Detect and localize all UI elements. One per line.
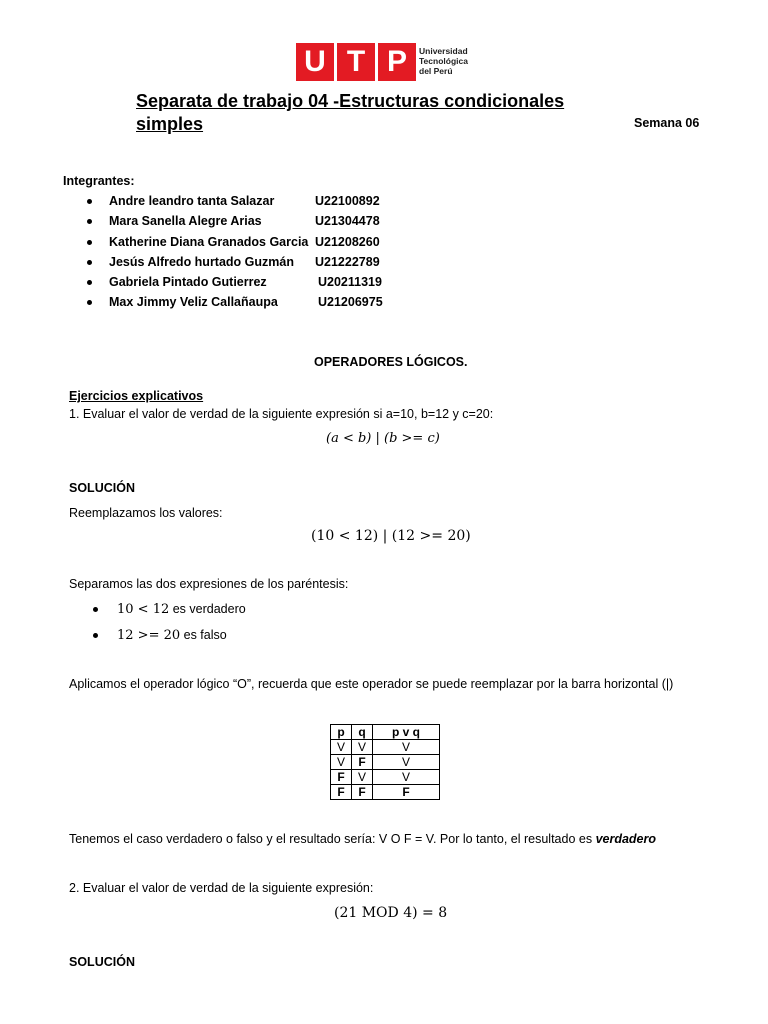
bullet-dot	[93, 607, 98, 612]
bullet-dot	[87, 260, 92, 265]
member-name: Andre leandro tanta Salazar	[109, 194, 275, 208]
members-heading: Integrantes:	[63, 174, 135, 188]
table-cell: V	[373, 755, 440, 770]
table-cell: F	[331, 785, 352, 800]
logo-university-name: Universidad Tecnológica del Perú	[419, 46, 468, 76]
table-header: p v q	[373, 725, 440, 740]
member-name: Gabriela Pintado Gutierrez	[109, 275, 267, 289]
member-name: Max Jimmy Veliz Callañaupa	[109, 295, 278, 309]
member-code: U20211319	[318, 275, 382, 289]
table-cell: V	[373, 770, 440, 785]
bullet-dot	[87, 240, 92, 245]
week-label: Semana 06	[634, 116, 700, 130]
exercise-1-statement: 1. Evaluar el valor de verdad de la siguiente expresión si a=10, b=12 y c=20:	[69, 407, 494, 421]
separate-text: Separamos las dos expresiones de los paréntesis:	[69, 577, 349, 591]
section-title: OPERADORES LÓGICOS.	[314, 355, 468, 369]
table-cell: F	[352, 785, 373, 800]
table-row	[331, 770, 440, 785]
table-cell: V	[352, 770, 373, 785]
table-cell: F	[331, 770, 352, 785]
table-header: p	[331, 725, 352, 740]
utp-logo	[296, 43, 472, 81]
exercise-2-statement: 2. Evaluar el valor de verdad de la siguiente expresión:	[69, 881, 374, 895]
member-name: Mara Sanella Alegre Arias	[109, 214, 262, 228]
table-cell: V	[352, 740, 373, 755]
document-title-line1: Separata de trabajo 04 -Estructuras condicionales	[136, 91, 565, 111]
exercise-2-solution-label: SOLUCIÓN	[69, 955, 135, 969]
exercise-2-formula: (21 MOD 4) = 8	[334, 905, 448, 921]
table-header-row	[331, 725, 440, 740]
table-header: q	[352, 725, 373, 740]
exercises-heading: Ejercicios explicativos	[69, 389, 204, 403]
logo-letter-p: P	[378, 43, 416, 81]
apply-operator-text: Aplicamos el operador lógico “O”, recuerda que este operador se puede reemplazar por la barra horizontal (|)	[69, 677, 674, 691]
member-code: U21208260	[315, 235, 380, 249]
bullet-dot	[87, 280, 92, 285]
result-text: Tenemos el caso verdadero o falso y el resultado sería: V O F = V. Por lo tanto, el resultado es verdadero	[69, 832, 657, 846]
member-code: U21206975	[318, 295, 383, 309]
replaced-formula: (10 < 12) | (12 >= 20)	[311, 528, 471, 544]
bullet-false-expression: 12 >= 20 es falso	[117, 628, 227, 643]
table-row	[331, 755, 440, 770]
table-cell: V	[331, 755, 352, 770]
logo-letter-t: T	[337, 43, 375, 81]
table-cell: F	[352, 755, 373, 770]
replace-values-text: Reemplazamos los valores:	[69, 506, 223, 520]
logo-letter-u: U	[296, 43, 334, 81]
member-code: U21222789	[315, 255, 380, 269]
member-name: Katherine Diana Granados Garcia	[109, 235, 309, 249]
bullet-dot	[87, 219, 92, 224]
truth-table	[330, 724, 440, 800]
bullet-true-expression: 10 < 12 es verdadero	[117, 602, 246, 617]
table-cell: V	[331, 740, 352, 755]
bullet-dot	[93, 633, 98, 638]
member-code: U21304478	[315, 214, 380, 228]
table-cell: F	[373, 785, 440, 800]
bullet-dot	[87, 300, 92, 305]
exercise-1-solution-label: SOLUCIÓN	[69, 481, 135, 495]
document-title-line2: simples	[136, 114, 204, 134]
table-cell: V	[373, 740, 440, 755]
member-code: U22100892	[315, 194, 380, 208]
table-row	[331, 740, 440, 755]
table-row	[331, 785, 440, 800]
bullet-dot	[87, 199, 92, 204]
exercise-1-formula: (a < b) | (b >= c)	[326, 431, 440, 446]
member-name: Jesús Alfredo hurtado Guzmán	[109, 255, 294, 269]
result-emphasis: verdadero	[595, 832, 657, 846]
